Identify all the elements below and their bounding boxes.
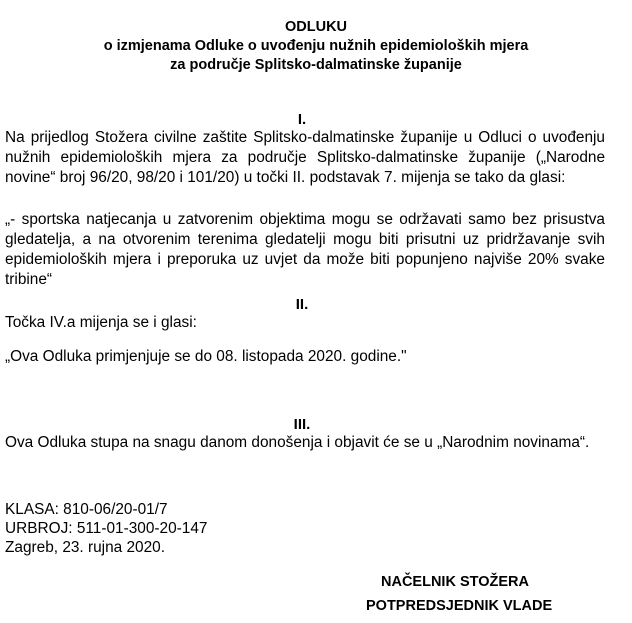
section-number: III. <box>293 416 311 433</box>
place-date: Zagreb, 23. rujna 2020. <box>5 539 166 556</box>
document-subtitle: za područje Splitsko-dalmatinske županije <box>170 57 462 73</box>
signature-role: POTPREDSJEDNIK VLADE <box>366 598 553 614</box>
urbroj: URBROJ: 511-01-300-20-147 <box>5 520 208 537</box>
signature-title: NAČELNIK STOŽERA <box>381 574 529 590</box>
quoted-paragraph: „- sportska natjecanja u zatvorenim objektima mogu se održavati samo bez prisustva gledatelja, a na otvorenim terenima gledatelji mogu biti prisutni uz pridržavanje svih epidemioloških mjera i preporuka uz uvjet da može biti popunjeno najviše 20% svake tribine“ <box>5 211 605 288</box>
section-number: II. <box>295 296 309 313</box>
klasa: KLASA: 810-06/20-01/7 <box>5 501 168 518</box>
document-title: ODLUKU <box>284 19 348 35</box>
paragraph: Ova Odluka stupa na snagu danom donošenja i objavit će se u „Narodnim novinama“. <box>5 434 590 451</box>
section-number: I. <box>297 111 307 128</box>
quoted-paragraph: „Ova Odluka primjenjuje se do 08. listopada 2020. godine." <box>5 348 407 365</box>
paragraph: Na prijedlog Stožera civilne zaštite Splitsko-dalmatinske županije u Odluci o uvođenju nužnih epidemioloških mjera za područje Splitsko-dalmatinske županije („Narodne novine“ broj 96/20, 98/20 i 101/20) u točki II. podstavak 7. mijenja se tako da glasi: <box>5 129 605 186</box>
document-subtitle: o izmjenama Odluke o uvođenju nužnih epidemioloških mjera <box>103 38 529 54</box>
paragraph: Točka IV.a mijenja se i glasi: <box>5 314 197 331</box>
